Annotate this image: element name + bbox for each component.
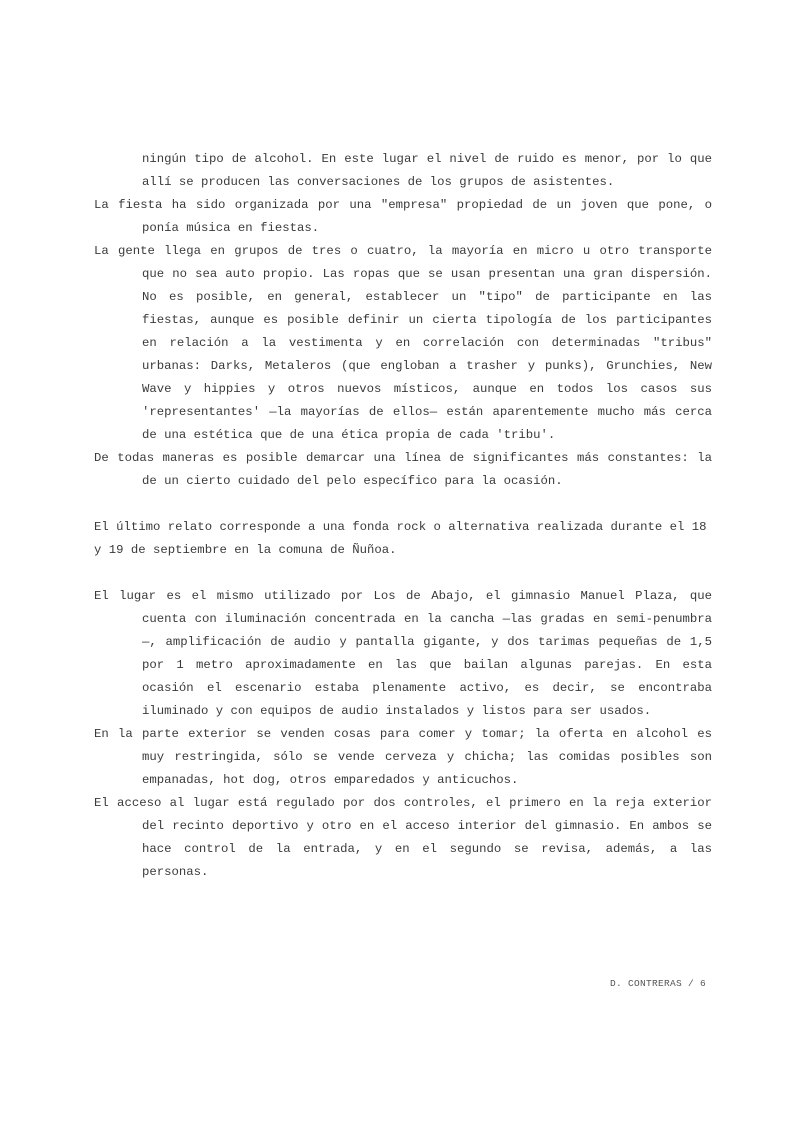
- body-text: [94, 148, 712, 884]
- paragraph-food: En la parte exterior se venden cosas para comer y tomar; la oferta en alcohol es muy restringida, sólo se vende cerveza y chicha; las comidas posibles son empanadas, hot dog, otros emparedados y anticuchos.: [94, 727, 712, 787]
- paragraph-attendees: La gente llega en grupos de tres o cuatro, la mayoría en micro u otro transporte que no sea auto propio. Las ropas que se usan presentan una gran dispersión. No es posible, en general, establecer un "tipo" de participante en las fiestas, aunque es posible definir un cierta tipología de los participantes en relación a la vestimenta y en correlación con determinadas "tribus" urbanas: Darks, Metaleros (que engloban a trasher y punks), Grunchies, New Wave y hippies y otros nuevos místicos, aunque en todos los casos sus 'representantes' —la mayorías de ellos— están aparentemente mucho más cerca de una estética que de una ética propia de cada 'tribu'.: [94, 244, 712, 442]
- page-footer: D. CONTRERAS / 6: [609, 978, 706, 989]
- paragraph-organizer: La fiesta ha sido organizada por una "empresa" propiedad de un joven que pone, o ponía música en fiestas.: [94, 198, 712, 235]
- paragraph-access: El acceso al lugar está regulado por dos controles, el primero en la reja exterior del recinto deportivo y otro en el acceso interior del gimnasio. En ambos se hace control de la entrada, y en el segundo se revisa, además, a las personas.: [94, 796, 712, 879]
- spacer: [94, 493, 712, 516]
- paragraph-venue: El lugar es el mismo utilizado por Los de Abajo, el gimnasio Manuel Plaza, que cuenta con iluminación concentrada en la cancha —las gradas en semi-penumbra—, amplificación de audio y pantalla gigante, y dos tarimas pequeñas de 1,5 por 1 metro aproximadamente en las que bailan algunas parejas. En esta ocasión el escenario estaba plenamente activo, es decir, se encontraba iluminado y con equipos de audio instalados y listos para ser usados.: [94, 589, 712, 718]
- paragraph-hair: De todas maneras es posible demarcar una línea de significantes más constantes: la de un cierto cuidado del pelo específico para la ocasión.: [94, 451, 712, 488]
- paragraph-fonda-intro: El último relato corresponde a una fonda rock o alternativa realizada durante el 18 y 19 de septiembre en la comuna de Ñuñoa.: [94, 520, 707, 557]
- spacer: [94, 562, 712, 585]
- paragraph-continued: ningún tipo de alcohol. En este lugar el nivel de ruido es menor, por lo que allí se producen las conversaciones de los grupos de asistentes.: [142, 152, 712, 189]
